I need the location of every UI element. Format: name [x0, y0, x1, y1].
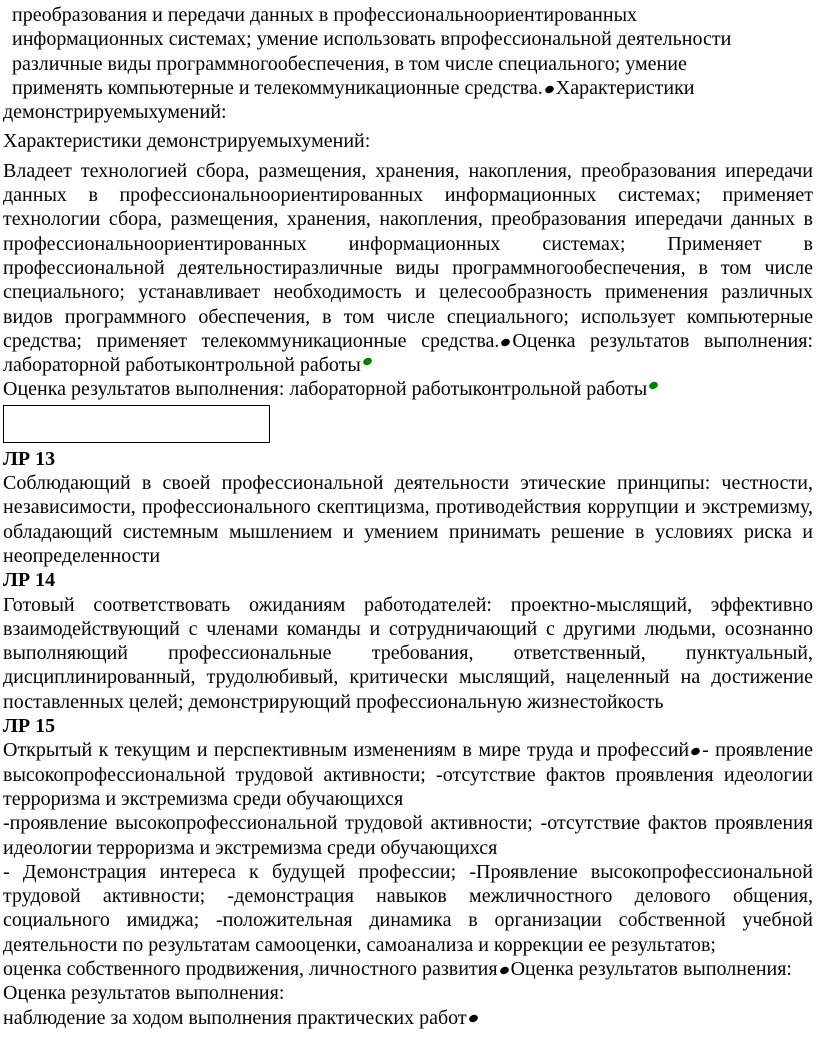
intro-line-2: информационных системах; умение использовать впрофессиональной деятельности: [12, 28, 732, 51]
bullet-icon: [690, 747, 701, 757]
empty-box: [3, 405, 270, 443]
intro-line-4-tail: Характеристики: [555, 76, 695, 99]
lr13-text: Соблюдающий в своей профессиональной деятельности этические принципы: честности, независимости, профессионального скептицизма, противодействия коррупции и экстремизму, обладающий системным мышлением и умением принимать решение в условиях риска и неопределенности: [3, 472, 813, 567]
green-bullet-icon: [362, 356, 373, 366]
bullet-icon: [499, 965, 510, 975]
intro-line-3: различные виды программногообеспечения, в том числе специального; умение: [12, 52, 687, 75]
lr15-title: ЛР 15: [3, 715, 56, 738]
lr14-text: Готовый соответствовать ожиданиям работодателей: проектно-мыслящий, эффективно взаимодействующий с членами команды и сотрудничающий с другими людьми, осознанно выполняющий профессиональные требования, ответственный, пунктуальный, дисциплинированный, трудолюбивый, критически мыслящий, нацеленный на достижение поставленных целей; демонстрирующий профессиональную жизнестойкость: [3, 593, 813, 713]
lr14-title: ЛР 14: [3, 569, 56, 592]
intro-line-1: преобразования и передачи данных в профессиональноориентированных: [12, 4, 638, 26]
lr15-text-a: Открытый к текущим и перспективным изменениям в мире труда и профессий: [3, 739, 690, 762]
skills-tail: Оценка результатов выполнения:: [512, 329, 813, 352]
lr15-paragraph-5: Оценка результатов выполнения:: [3, 982, 285, 1005]
intro-line-5: демонстрируемыхумений:: [3, 101, 227, 124]
lr15-paragraph-6: [3, 1006, 813, 1030]
lr15-paragraph-2: -проявление высокопрофессиональной трудовой активности; -отсутствие фактов проявления идеологии терроризма и экстремизма среди обучающихся: [3, 812, 813, 859]
intro-line-4: [3, 76, 813, 100]
green-bullet-icon: [648, 381, 659, 391]
lr15-para4-b: Оценка результатов выполнения:: [510, 957, 792, 980]
document-page: [3, 3, 813, 1030]
lr13-title: ЛР 13: [3, 447, 56, 470]
lr15-paragraph-1: [3, 738, 813, 811]
skills-tail-2: лабораторной работыконтрольной работы: [3, 354, 361, 377]
intro-line-4-text: применять компьютерные и телекоммуникационные средства.: [12, 76, 543, 99]
lr15-paragraph-4: [3, 957, 813, 981]
lr15-text-b: - проявление высокопрофессиональной трудовой активности; -отсутствие фактов проявления идеологии терроризма и экстремизма среди обучающихся: [3, 739, 813, 810]
skills-heading: Характеристики демонстрируемыхумений:: [3, 130, 371, 153]
bullet-icon: [500, 337, 511, 347]
lr15-para4-a: оценка собственного продвижения, личностного развития: [3, 957, 498, 980]
assessment-line: [3, 377, 813, 401]
skills-paragraph: [3, 159, 813, 378]
bullet-icon: [544, 84, 555, 94]
skills-text: Владеет технологией сбора, размещения, хранения, накопления, преобразования ипередачи данных в профессиональноориентированных информационных системах; применяет технологии сбора, размещения, хранения, накопления, преобразования ипередачи данных в профессиональноориентированных информационных системах; Применяет в профессиональной деятельностиразличные виды программногообеспечения, в том числе специального; устанавливает необходимость и целесообразность применения различных видов программного обеспечения, в том числе специального; использует компьютерные средства; применяет телекоммуникационные средства.: [3, 159, 813, 352]
lr15-paragraph-3: - Демонстрация интереса к будущей профессии; -Проявление высокопрофессиональной трудовой активности; -демонстрация навыков межличностного делового общения, социального имиджа; -положительная динамика в организации собственной учебной деятельности по результатам самооценки, самоанализа и коррекции ее результатов;: [3, 860, 813, 956]
lr15-para6-text: наблюдение за ходом выполнения практических работ: [3, 1006, 467, 1029]
assessment-text: Оценка результатов выполнения: лабораторной работыконтрольной работы: [3, 378, 648, 401]
bullet-icon: [468, 1014, 479, 1024]
